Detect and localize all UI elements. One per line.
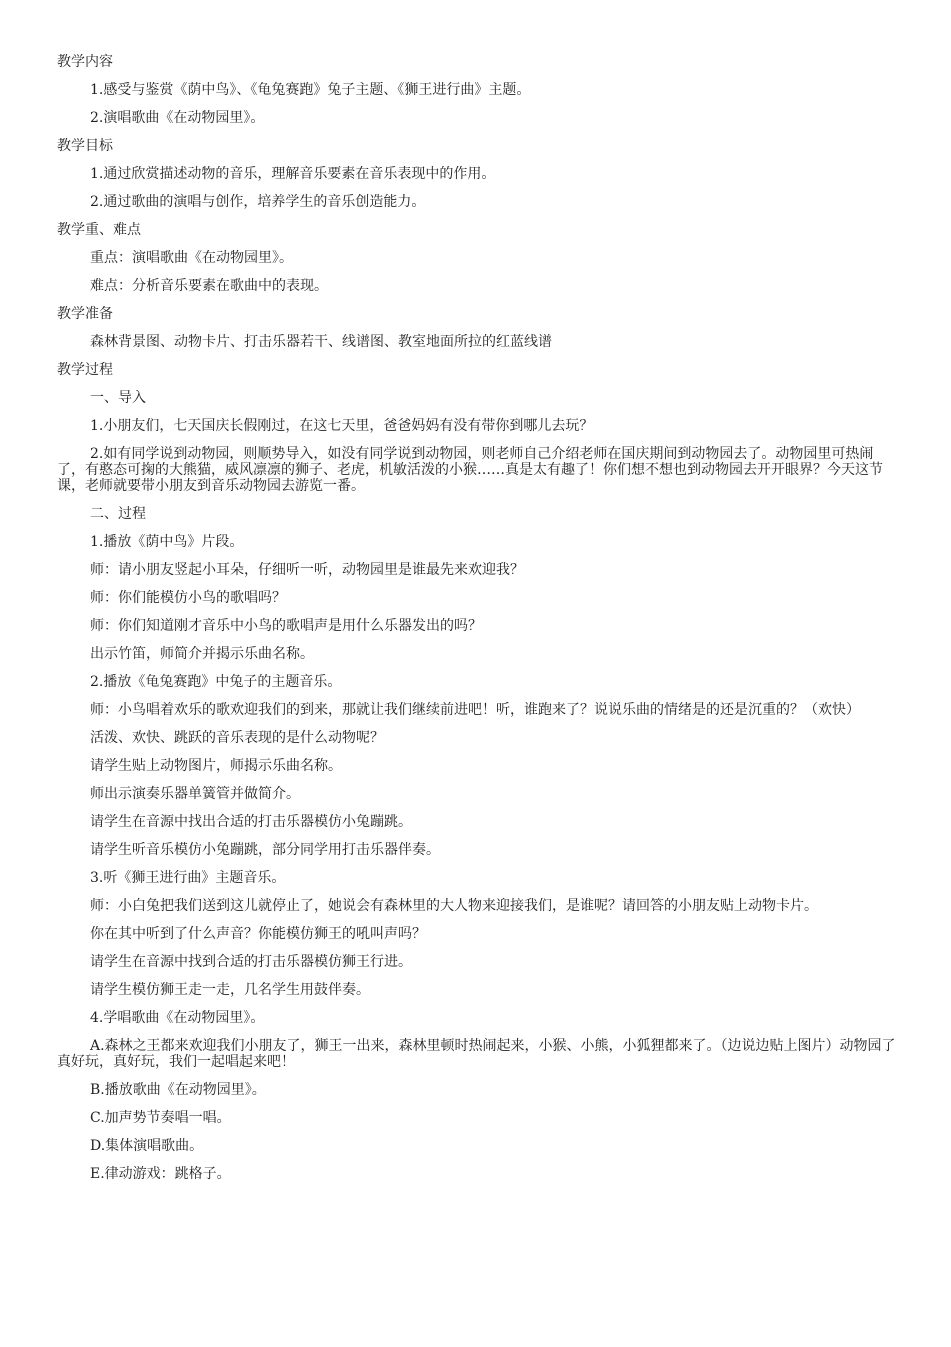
paragraph: 2.播放《龟兔赛跑》中兔子的主题音乐。 (90, 674, 342, 690)
subheading: 二、过程 (90, 506, 146, 522)
paragraph: 师：你们知道刚才音乐中小鸟的歌唱声是用什么乐器发出的吗？ (90, 618, 482, 634)
paragraph: 你在其中听到了什么声音？你能模仿狮王的吼叫声吗？ (90, 926, 426, 942)
paragraph: 请学生在音源中找出合适的打击乐器模仿小兔蹦跳。 (90, 814, 412, 830)
section-heading: 教学目标 (57, 138, 113, 154)
paragraph: D.集体演唱歌曲。 (90, 1138, 204, 1154)
paragraph: A.森林之王都来欢迎我们小朋友了，狮王一出来，森林里顿时热闹起来，小猴、小熊，小狐狸都来了。（边说边贴上图片）动物园了真好玩，真好玩，我们一起唱起来吧！ (57, 1038, 896, 1070)
paragraph: 森林背景图、动物卡片、打击乐器若干、线谱图、教室地面所拉的红蓝线谱 (90, 334, 552, 350)
section-heading: 教学过程 (57, 362, 113, 378)
paragraph: C.加声势节奏唱一唱。 (90, 1110, 231, 1126)
section-heading: 教学重、难点 (57, 222, 141, 238)
paragraph: 请学生在音源中找到合适的打击乐器模仿狮王行进。 (90, 954, 412, 970)
paragraph: 1.小朋友们，七天国庆长假刚过，在这七天里，爸爸妈妈有没有带你到哪儿去玩？ (90, 418, 594, 434)
paragraph: 师：请小朋友竖起小耳朵，仔细听一听，动物园里是谁最先来欢迎我？ (90, 562, 524, 578)
paragraph: 1.通过欣赏描述动物的音乐，理解音乐要素在音乐表现中的作用。 (90, 166, 496, 182)
paragraph: 请学生贴上动物图片，师揭示乐曲名称。 (90, 758, 342, 774)
paragraph: 师：你们能模仿小鸟的歌唱吗？ (90, 590, 286, 606)
paragraph: E.律动游戏：跳格子。 (90, 1166, 231, 1182)
paragraph: 3.听《狮王进行曲》主题音乐。 (90, 870, 286, 886)
paragraph: 难点：分析音乐要素在歌曲中的表现。 (90, 278, 328, 294)
section-heading: 教学内容 (57, 54, 113, 70)
paragraph: 1.感受与鉴赏《荫中鸟》、《龟兔赛跑》兔子主题、《狮王进行曲》主题。 (90, 82, 531, 98)
paragraph: 1.播放《荫中鸟》片段。 (90, 534, 244, 550)
paragraph: 2.演唱歌曲《在动物园里》。 (90, 110, 265, 126)
paragraph: 请学生模仿狮王走一走，几名学生用鼓伴奏。 (90, 982, 370, 998)
section-heading: 教学准备 (57, 306, 113, 322)
paragraph: 师出示演奏乐器单簧管并做简介。 (90, 786, 300, 802)
paragraph: 师：小白兔把我们送到这儿就停止了，她说会有森林里的大人物来迎接我们，是谁呢？请回答的小朋友贴上动物卡片。 (90, 898, 818, 914)
paragraph: 师：小鸟唱着欢乐的歌欢迎我们的到来，那就让我们继续前进吧！听，谁跑来了？说说乐曲的情绪是的还是沉重的？（欢快） (90, 702, 860, 718)
paragraph: 活泼、欢快、跳跃的音乐表现的是什么动物呢？ (90, 730, 384, 746)
paragraph: 出示竹笛，师简介并揭示乐曲名称。 (90, 646, 314, 662)
paragraph: 重点：演唱歌曲《在动物园里》。 (90, 250, 293, 266)
paragraph: 2.如有同学说到动物园，则顺势导入，如没有同学说到动物园，则老师自己介绍老师在国庆期间到动物园去了。动物园里可热闹了，有憨态可掬的大熊猫，威风凛凛的狮子、老虎，机敏活泼的小猴……真是太有趣了！你们想不想也到动物园去开开眼界？今天这节课，老师就要带小朋友到音乐动物园去游览一番。 (57, 446, 883, 494)
paragraph: 请学生听音乐模仿小兔蹦跳，部分同学用打击乐器伴奏。 (90, 842, 440, 858)
document-body (57, 54, 897, 1194)
subheading: 一、导入 (90, 390, 146, 406)
paragraph: B.播放歌曲《在动物园里》。 (90, 1082, 266, 1098)
paragraph: 2.通过歌曲的演唱与创作，培养学生的音乐创造能力。 (90, 194, 426, 210)
paragraph: 4.学唱歌曲《在动物园里》。 (90, 1010, 265, 1026)
